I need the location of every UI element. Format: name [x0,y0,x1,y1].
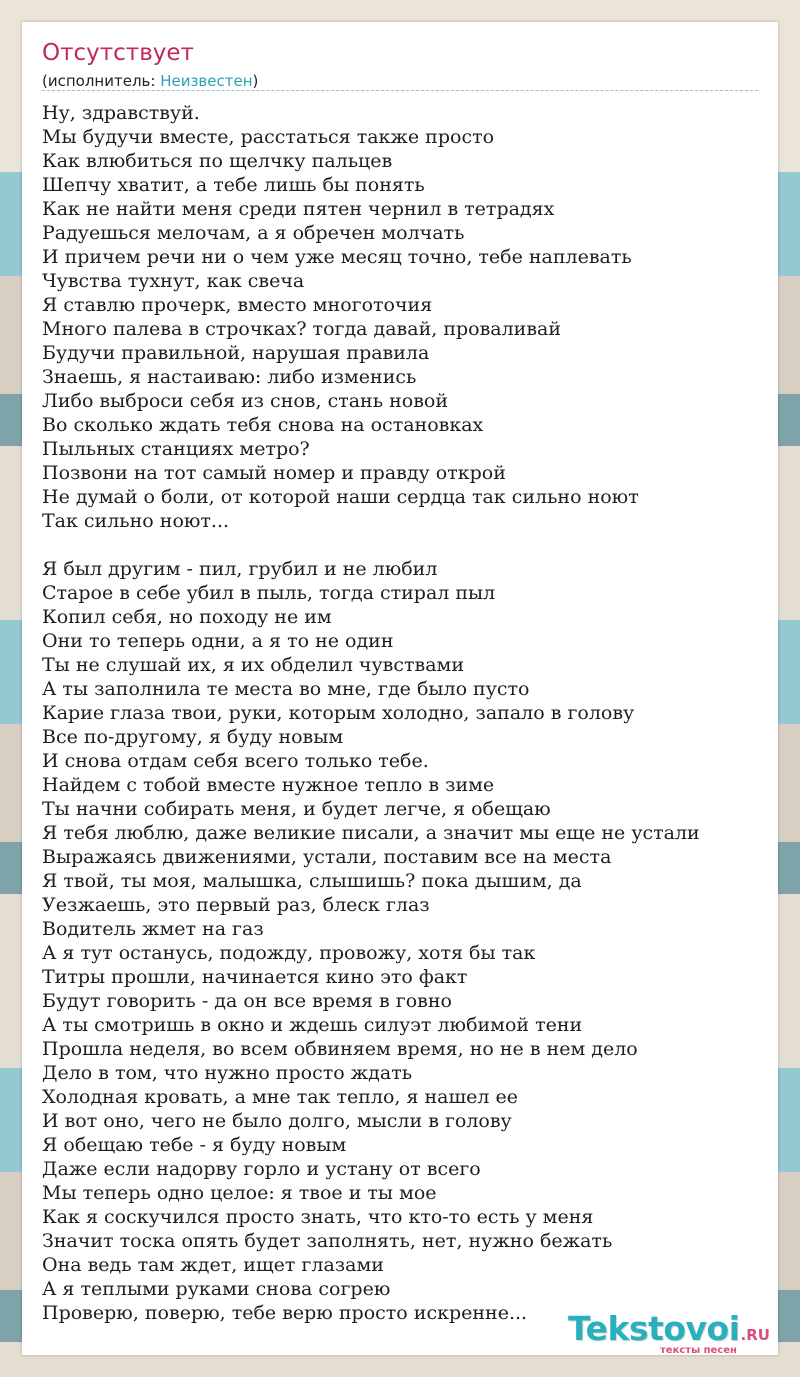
lyric-line: Я тебя люблю, даже великие писали, а значит мы еще не устали [42,822,700,844]
lyric-line: Холодная кровать, а мне так тепло, я нашел ее [42,1086,519,1108]
logo-tld: .RU [740,1326,770,1344]
lyric-line: Копил себя, но походу не им [42,606,332,628]
lyric-line: Пыльных станциях метро? [42,438,310,460]
lyric-line: Дело в том, что нужно просто ждать [42,1062,413,1084]
performer-line [42,72,258,90]
lyric-line: Я был другим - пил, грубил и не любил [42,558,438,580]
lyric-line: Будучи правильной, нарушая правила [42,342,430,364]
lyric-line: Водитель жмет на газ [42,918,264,940]
lyric-line: Ну, здравствуй. [42,102,200,124]
logo-tagline: тексты песен [660,1345,737,1356]
lyric-line: Либо выброси себя из снов, стань новой [42,390,449,412]
lyrics-card [22,22,778,1355]
performer-link[interactable]: Неизвестен [160,72,253,90]
lyric-line: Все по-другому, я буду новым [42,726,344,748]
lyric-line: И снова отдам себя всего только тебе. [42,750,429,772]
lyric-line: Выражаясь движениями, устали, поставим все на места [42,846,612,868]
lyric-line: Как я соскучился просто знать, что кто-то есть у меня [42,1206,594,1228]
lyric-line: Уезжаешь, это первый раз, блеск глаз [42,894,430,916]
lyric-line: А ты заполнила те места во мне, где было пусто [42,678,530,700]
lyric-line: Как влюбиться по щелчку пальцев [42,150,393,172]
verse-2 [42,557,700,1325]
logo-name: Tekstovoi [568,1309,740,1348]
lyric-line: Даже если надорву горло и устану от всего [42,1158,481,1180]
lyric-line: Будут говорить - да он все время в говно [42,990,452,1012]
lyric-line: И причем речи ни о чем уже месяц точно, тебе наплевать [42,246,632,268]
song-title: Отсутствует [42,40,194,66]
title-separator [42,90,758,91]
lyric-line: Значит тоска опять будет заполнять, нет, нужно бежать [42,1230,613,1252]
lyric-line: Карие глаза твои, руки, которым холодно, запало в голову [42,702,635,724]
lyric-line: А я теплыми руками снова согрею [42,1278,391,1300]
lyric-line: И вот оно, чего не было долго, мысли в голову [42,1110,512,1132]
lyric-line: Так сильно ноют... [42,510,230,532]
lyric-line: Ты начни собирать меня, и будет легче, я обещаю [42,798,551,820]
lyric-line: А ты смотришь в окно и ждешь силуэт любимой тени [42,1014,583,1036]
lyric-line: Не думай о боли, от которой наши сердца так сильно ноют [42,486,639,508]
lyric-line: Я обещаю тебе - я буду новым [42,1134,347,1156]
lyric-line: Найдем с тобой вместе нужное тепло в зиме [42,774,495,796]
lyric-line: Прошла неделя, во всем обвиняем время, но не в нем дело [42,1038,638,1060]
lyric-line: Радуешься мелочам, а я обречен молчать [42,222,465,244]
lyric-line: Как не найти меня среди пятен чернил в тетрадях [42,198,555,220]
lyric-line: А я тут останусь, подожду, провожу, хотя бы так [42,942,536,964]
stanza-break [42,533,700,557]
lyric-line: Они то теперь одни, а я то не один [42,630,394,652]
lyric-line: Много палева в строчках? тогда давай, проваливай [42,318,562,340]
lyric-line: Я ставлю прочерк, вместо многоточия [42,294,433,316]
lyric-line: Титры прошли, начинается кино это факт [42,966,468,988]
lyric-line: Я твой, ты моя, малышка, слышишь? пока дышим, да [42,870,582,892]
lyric-line: Мы теперь одно целое: я твое и ты мое [42,1182,437,1204]
performer-prefix: (исполнитель: [42,72,161,90]
lyric-line: Она ведь там ждет, ищет глазами [42,1254,384,1276]
lyric-line: Шепчу хватит, а тебе лишь бы понять [42,174,425,196]
verse-1 [42,101,700,533]
performer-suffix: ) [252,72,259,90]
lyrics-text [42,101,700,1325]
lyric-line: Во сколько ждать тебя снова на остановках [42,414,484,436]
lyric-line: Ты не слушай их, я их обделил чувствами [42,654,464,676]
site-logo[interactable] [568,1309,770,1356]
lyric-line: Проверю, поверю, тебе верю просто искренне... [42,1302,528,1324]
lyric-line: Позвони на тот самый номер и правду открой [42,462,506,484]
lyric-line: Знаешь, я настаиваю: либо изменись [42,366,417,388]
lyric-line: Старое в себе убил в пыль, тогда стирал пыл [42,582,496,604]
lyric-line: Чувства тухнут, как свеча [42,270,305,292]
lyric-line: Мы будучи вместе, расстаться также просто [42,126,495,148]
